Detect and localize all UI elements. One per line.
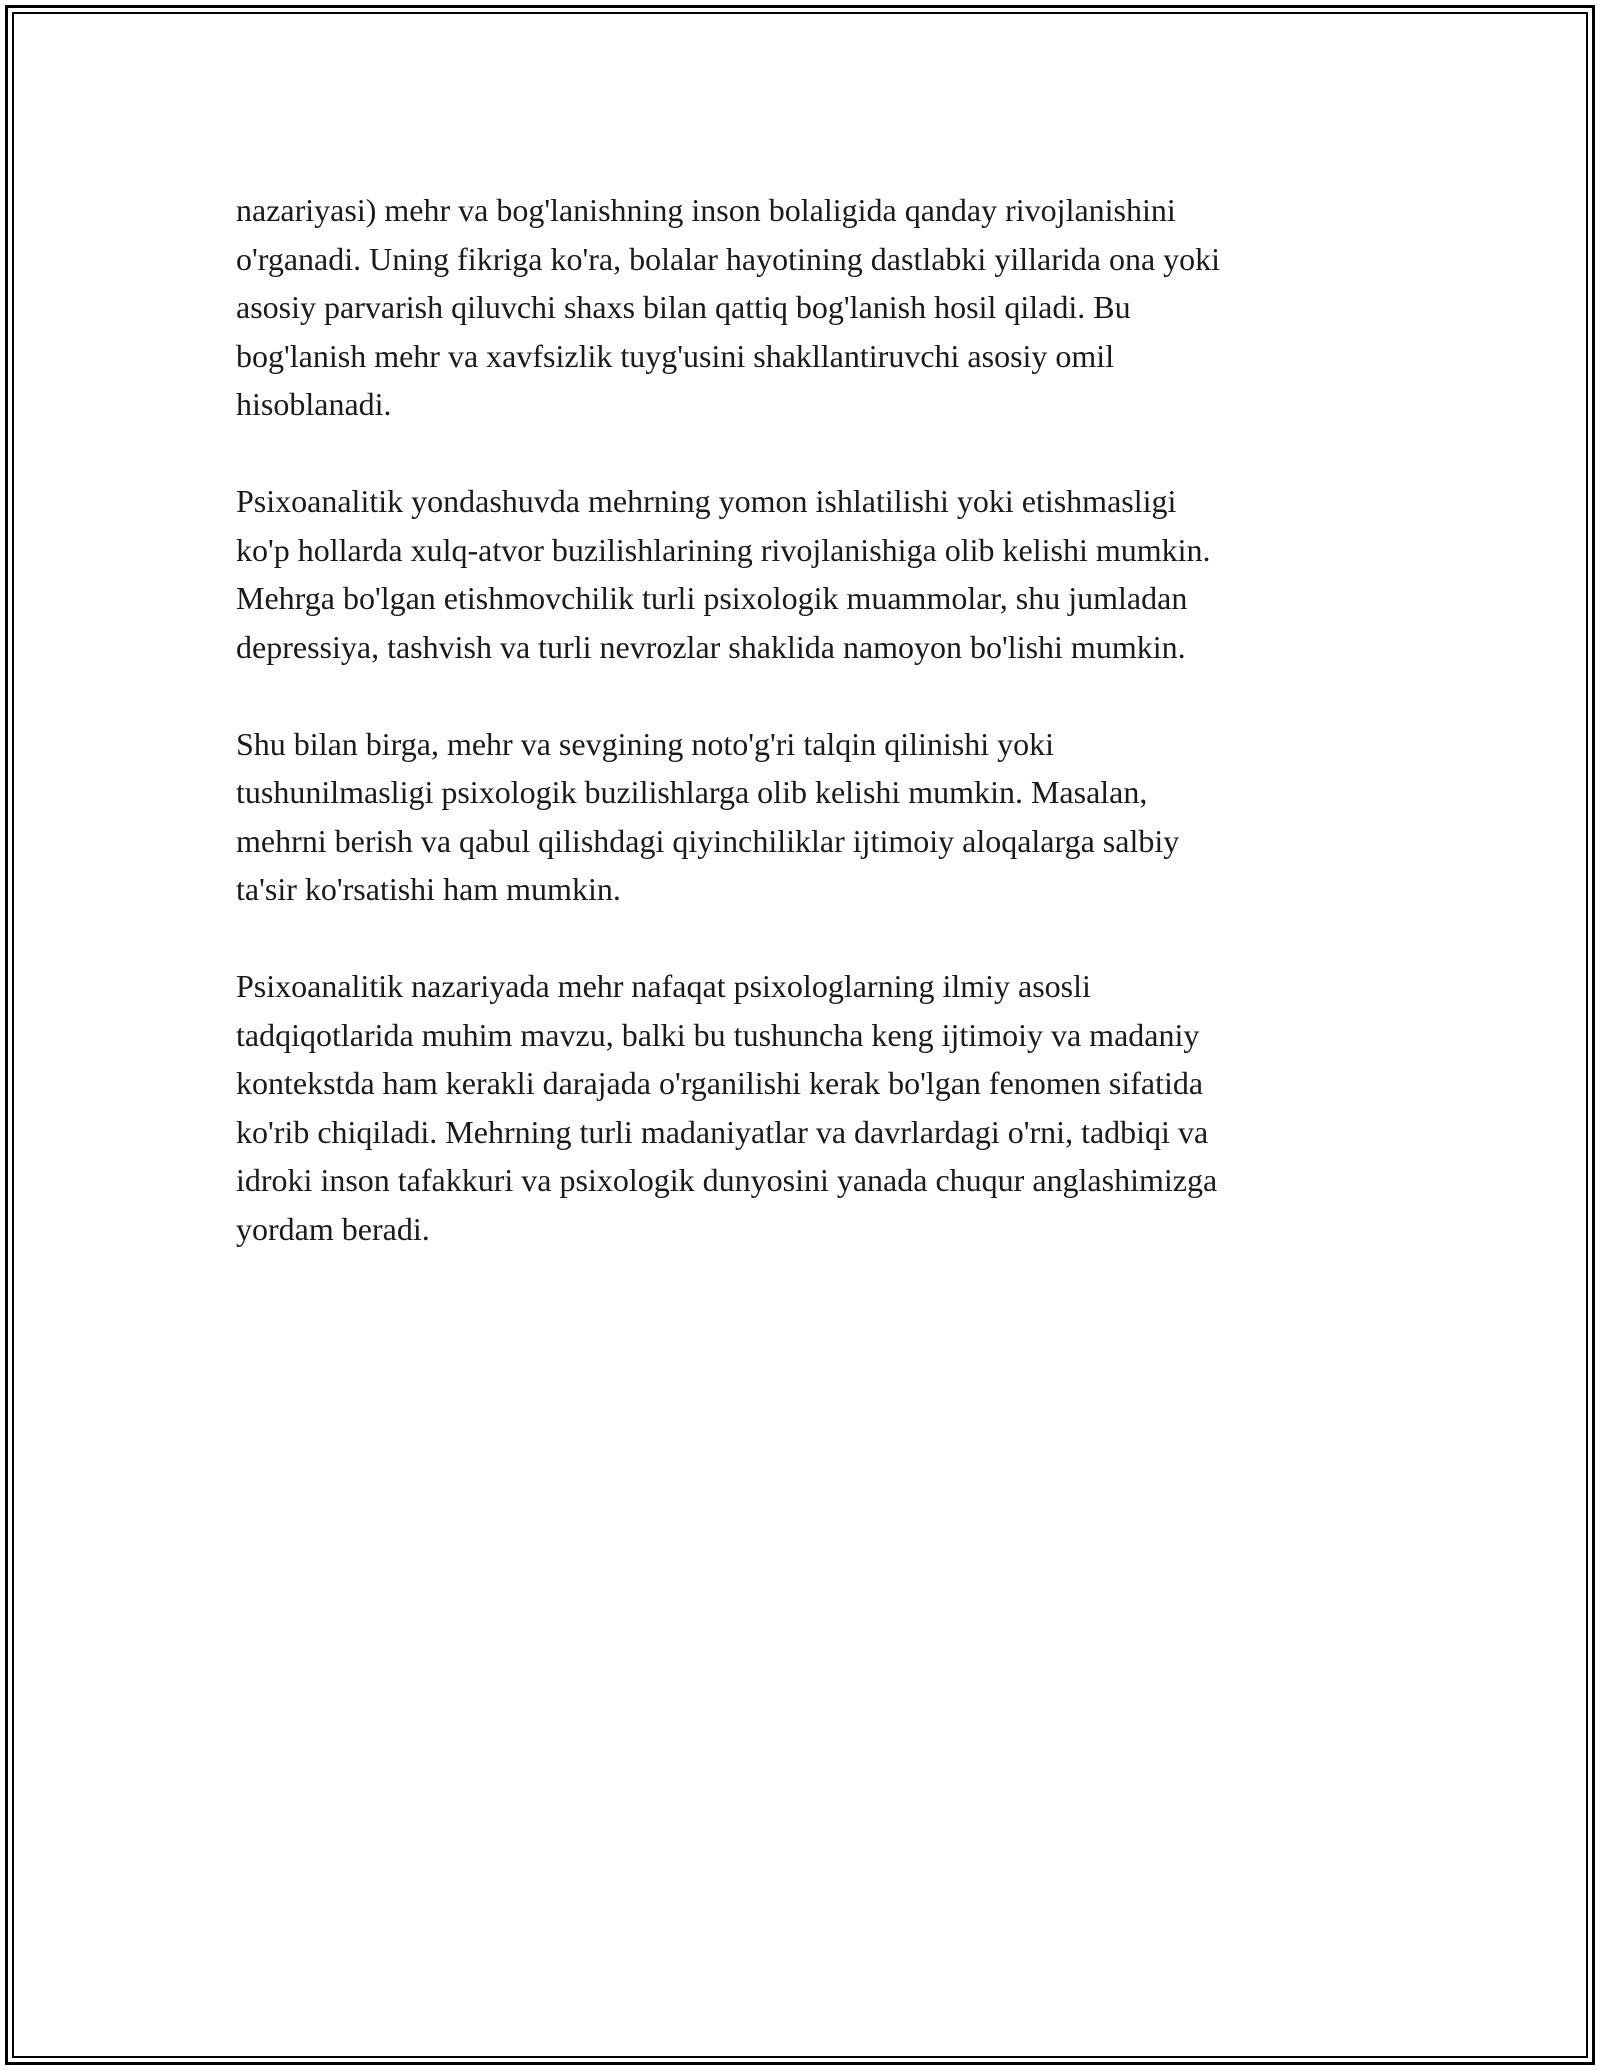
paragraph-attachment-theory: nazariyasi) mehr va bog'lanishning inson bolaligida qanday rivojlanishini o'rganadi. Uning fikriga ko'ra, bolalar hayotining dastlabki yillarida ona yoki asosiy parvarish qiluvchi shaxs bilan qattiq bog'lanish hosil qiladi. Bu bog'lanish mehr va xavfsizlik tuyg'usini shakllantiruvchi asosiy omil hisoblanadi. xyxy=(236,192,1221,422)
document-body xyxy=(236,186,1376,1302)
paragraph-psychoanalytic-approach: Psixoanalitik yondashuvda mehrning yomon ishlatilishi yoki etishmasligi ko'p hollarda xulq-atvor buzilishlarining rivojlanishiga olib kelishi mumkin. Mehrga bo'lgan etishmovchilik turli psixologik muammolar, shu jumladan depressiya, tashvish va turli nevrozlar shaklida namoyon bo'lishi mumkin. xyxy=(236,483,1211,665)
paragraph-misinterpretation: Shu bilan birga, mehr va sevgining noto'g'ri talqin qilinishi yoki tushunilmasligi psixologik buzilishlarga olib kelishi mumkin. Masalan, mehrni berish va qabul qilishdagi qiyinchiliklar ijtimoiy aloqalarga salbiy ta'sir ko'rsatishi ham mumkin. xyxy=(236,725,1180,907)
paragraph-cultural-context: Psixoanalitik nazariyada mehr nafaqat psixologlarning ilmiy asosli tadqiqotlarida muhim mavzu, balki bu tushuncha keng ijtimoiy va madaniy kontekstda ham kerakli darajada o'rganilishi kerak bo'lgan fenomen sifatida ko'rib chiqiladi. Mehrning turli madaniyatlar va davrlardagi o'rni, tadbiqi va idroki inson tafakkuri va psixologik dunyosini yanada chuqur anglashimizga yordam beradi. xyxy=(236,968,1218,1247)
